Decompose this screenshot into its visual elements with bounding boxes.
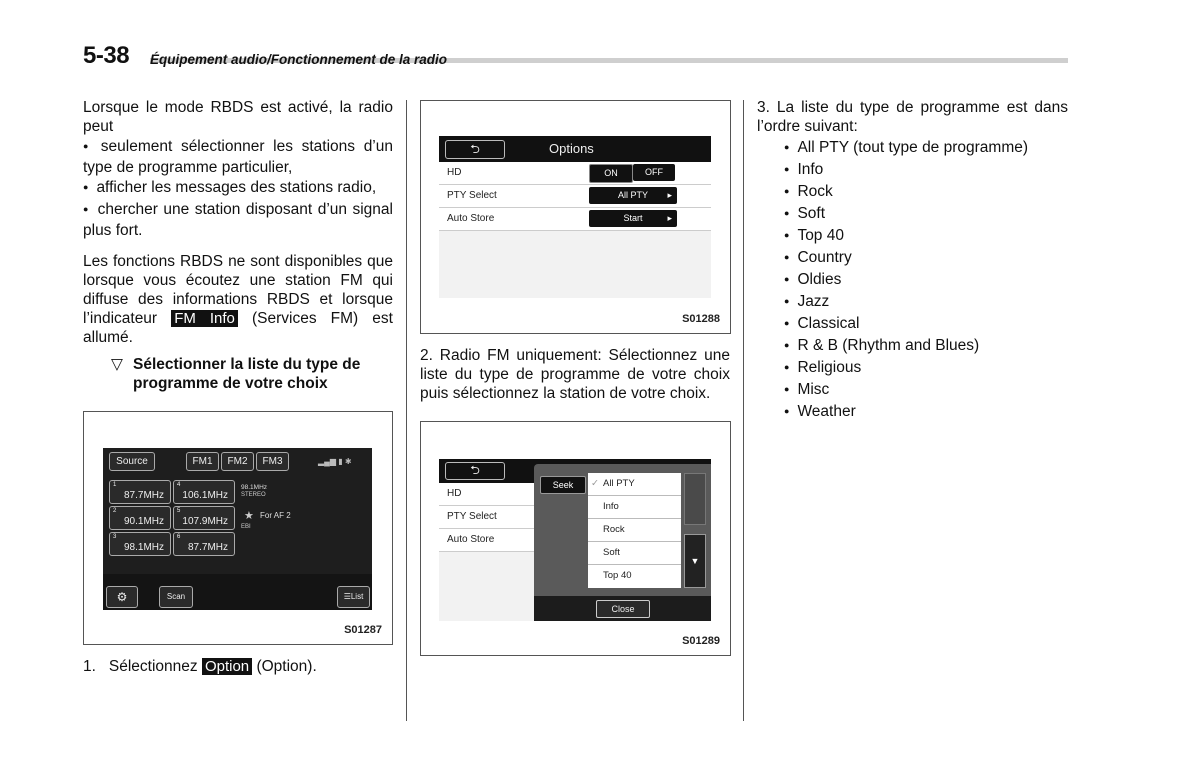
hd-off-button[interactable]: OFF	[633, 164, 675, 181]
ebi-indicator: EBI	[241, 524, 251, 530]
pty-order-list	[757, 138, 1068, 423]
list-item-label: Info	[603, 501, 619, 512]
preset-number: 4	[177, 482, 181, 488]
option-label: Auto Store	[447, 534, 495, 545]
list-item-label: Top 40	[603, 570, 632, 581]
close-button[interactable]: Close	[596, 600, 650, 618]
figure-code: S01287	[344, 624, 382, 636]
list-icon: ☰	[343, 592, 351, 601]
preset-frequency: 87.7MHz	[187, 542, 228, 553]
gear-icon[interactable]: ⚙	[106, 586, 138, 608]
option-label: PTY Select	[447, 511, 497, 522]
options-title: Options	[549, 141, 594, 156]
list-item: ● R & B (Rhythm and Blues)	[784, 336, 1068, 357]
list-item: ● Country	[784, 248, 1068, 269]
step-text: (Option).	[256, 658, 317, 675]
seek-button[interactable]: Seek	[540, 476, 586, 494]
option-row-hd	[439, 162, 711, 185]
paragraph	[83, 252, 393, 347]
preset-frequency: 90.1MHz	[123, 516, 164, 527]
step-2: 2. Radio FM uniquement: Sélectionnez une liste du type de programme de votre choix puis sélectionnez la station de votre choix.	[420, 347, 730, 402]
pty-list[interactable]	[588, 473, 681, 588]
option-row-autostore	[439, 529, 539, 552]
intro-text: Lorsque le mode RBDS est activé, la radio peut	[83, 99, 393, 135]
section-title: Équipement audio/Fonctionnement de la radio	[150, 52, 448, 67]
page-number: 5-38	[83, 42, 130, 69]
list-item: ● Oldies	[784, 270, 1068, 291]
preset-button[interactable]	[109, 480, 171, 504]
list-item[interactable]	[588, 542, 681, 565]
fm1-button[interactable]: FM1	[186, 452, 219, 471]
option-row-pty	[439, 506, 539, 529]
pty-value: All PTY	[617, 190, 648, 200]
fm2-button[interactable]: FM2	[221, 452, 254, 471]
preset-number: 6	[177, 534, 181, 540]
bottom-bar	[103, 574, 372, 610]
subheading-text: Sélectionner la liste du type de programme de votre choix	[133, 356, 361, 392]
arrow-right-icon: ▸	[667, 213, 672, 223]
subheading	[83, 355, 393, 393]
column-3	[757, 98, 1068, 424]
radio-screen	[103, 448, 372, 610]
star-icon: ★	[244, 510, 254, 522]
list-item-label: Soft	[603, 547, 620, 558]
options-screen	[439, 136, 711, 298]
step-number: 1.	[83, 658, 96, 675]
option-label: HD	[447, 488, 462, 499]
pty-screen	[439, 459, 711, 621]
auto-store-button[interactable]	[589, 210, 677, 227]
column-divider	[743, 100, 744, 721]
option-row-hd	[439, 483, 539, 506]
list-item: ● All PTY (tout type de programme)	[784, 138, 1068, 159]
check-icon: ✓	[591, 478, 599, 489]
list-item: ● Top 40	[784, 226, 1068, 247]
back-icon[interactable]: ⮌	[445, 462, 505, 480]
list-item-label: Rock	[603, 524, 625, 535]
back-icon[interactable]: ⮌	[445, 140, 505, 159]
list-item: ● Classical	[784, 314, 1068, 335]
arrow-right-icon: ▸	[667, 190, 672, 200]
column-1	[83, 98, 393, 393]
fm3-button[interactable]: FM3	[256, 452, 289, 471]
list-item: ● seulement sélectionner les stations d’un type de programme particulier,	[83, 137, 393, 177]
option-row-autostore	[439, 208, 711, 231]
preset-frequency: 98.1MHz	[123, 542, 164, 553]
paragraph-text: Les fonctions RBDS ne sont disponibles que lorsque vous écoutez une station FM qui diffuse des informations RBDS et lorsque l’indicateur	[83, 253, 393, 327]
source-button[interactable]: Source	[109, 452, 155, 471]
figure-options-screen	[420, 100, 731, 334]
column-divider	[406, 100, 407, 721]
step-1	[83, 657, 393, 676]
list-item[interactable]	[588, 496, 681, 519]
preset-button[interactable]	[173, 480, 235, 504]
paragraph-text: (Services FM) est allumé.	[83, 310, 393, 346]
list-item: ● Info	[784, 160, 1068, 181]
preset-frequency: 87.7MHz	[123, 490, 164, 501]
step-text: Sélectionnez	[108, 658, 198, 675]
option-badge: Option	[202, 658, 252, 675]
triangle-icon: ▽	[111, 356, 123, 373]
list-item: ● afficher les messages des stations radio,	[83, 178, 393, 199]
pty-select-button[interactable]	[589, 187, 677, 204]
fm-info-badge: FM Info	[171, 310, 238, 327]
figure-code: S01289	[682, 635, 720, 647]
list-item: ● Religious	[784, 358, 1068, 379]
rbds-list	[83, 137, 393, 240]
list-item: ● Misc	[784, 380, 1068, 401]
hd-on-button[interactable]: ON	[589, 164, 633, 183]
preset-frequency: 107.9MHz	[182, 516, 228, 527]
af-indicator: For AF 2	[260, 511, 291, 520]
option-label: PTY Select	[447, 190, 497, 201]
stereo-indicator: STEREO	[241, 492, 266, 498]
preset-button[interactable]	[173, 506, 235, 530]
list-item: ● Rock	[784, 182, 1068, 203]
list-item-label: All PTY	[603, 478, 635, 489]
list-item: ● chercher une station disposant d’un signal plus fort.	[83, 200, 393, 240]
list-item: ● Jazz	[784, 292, 1068, 313]
scroll-up-button[interactable]	[684, 473, 706, 525]
list-item[interactable]	[588, 519, 681, 542]
option-row-pty	[439, 185, 711, 208]
list-label: List	[350, 592, 364, 601]
options-title-bar	[439, 136, 711, 162]
preset-frequency: 106.1MHz	[182, 490, 228, 501]
figure-radio-screen	[83, 411, 393, 645]
preset-button[interactable]	[109, 532, 171, 556]
list-button[interactable]	[337, 586, 370, 608]
list-item: ● Weather	[784, 402, 1068, 423]
scan-button[interactable]: Scan	[159, 586, 193, 608]
pty-list	[784, 138, 1068, 423]
figure-pty-list	[420, 421, 731, 656]
signal-icon: ▂▄▆ ▮ ✱	[318, 457, 352, 466]
now-playing-frequency: 98.1MHz	[241, 484, 268, 491]
option-label: Auto Store	[447, 213, 495, 224]
pty-order-intro: 3. La liste du type de programme est dans l’ordre suivant:	[757, 99, 1068, 135]
preset-button[interactable]	[173, 532, 235, 556]
list-item[interactable]	[588, 473, 681, 496]
preset-number: 1	[113, 482, 117, 488]
pty-popup	[534, 464, 711, 621]
preset-number: 2	[113, 508, 117, 514]
figure-code: S01288	[682, 313, 720, 325]
option-label: HD	[447, 167, 462, 178]
list-item: ● Soft	[784, 204, 1068, 225]
list-item[interactable]	[588, 565, 681, 587]
chevron-down-icon[interactable]: ▼	[684, 534, 706, 588]
auto-store-value: Start	[623, 213, 643, 223]
preset-number: 3	[113, 534, 117, 540]
preset-number: 5	[177, 508, 181, 514]
preset-button[interactable]	[109, 506, 171, 530]
